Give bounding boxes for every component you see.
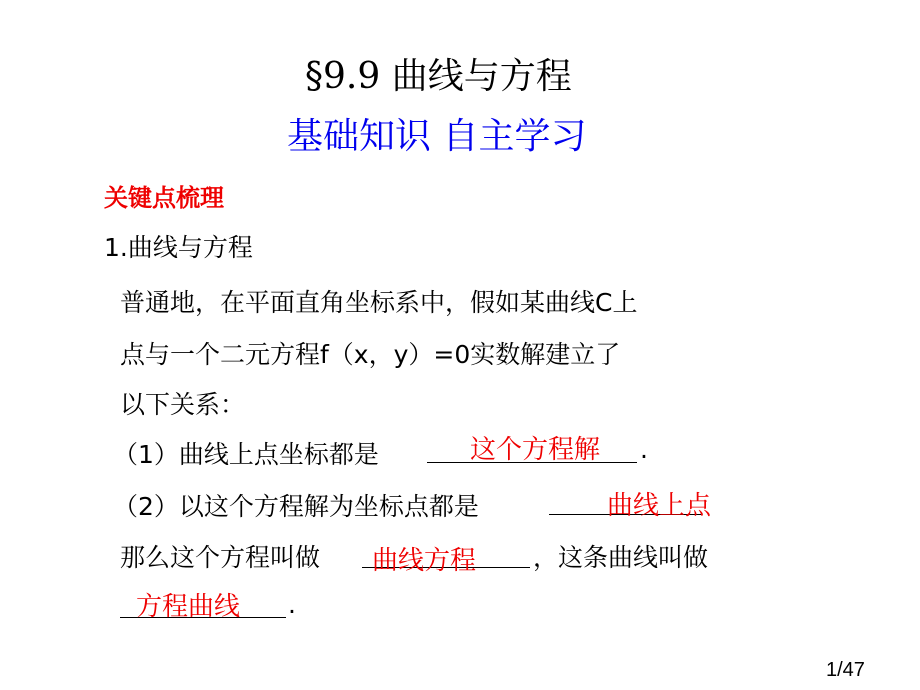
question-1-period: .	[640, 435, 648, 464]
item-heading: 1.曲线与方程	[104, 233, 253, 262]
section-heading: 关键点梳理	[104, 184, 224, 212]
question-2-answer: 曲线上点	[607, 491, 712, 521]
slide-subtitle: 基础知识 自主学习	[287, 116, 587, 157]
question-4-period: .	[288, 590, 296, 619]
question-3-answer: 曲线方程	[372, 546, 477, 576]
question-3-text: 那么这个方程叫做	[120, 543, 321, 572]
question-1-text: （1）曲线上点坐标都是	[113, 440, 379, 469]
paragraph-line-3: 以下关系：	[120, 390, 246, 419]
paragraph-line-1: 普通地，在平面直角坐标系中，假如某曲线C上	[120, 288, 638, 317]
question-4-answer: 方程曲线	[136, 592, 241, 622]
question-3-suffix: ，这条曲线叫做	[533, 543, 709, 572]
page-number: 1/47	[826, 659, 865, 681]
slide-title: §9.9 曲线与方程	[305, 56, 572, 97]
paragraph-line-2: 点与一个二元方程f（x，y）=0实数解建立了	[120, 340, 621, 369]
question-1-answer: 这个方程解	[470, 435, 601, 465]
question-2-text: （2）以这个方程解为坐标点都是	[113, 492, 479, 521]
